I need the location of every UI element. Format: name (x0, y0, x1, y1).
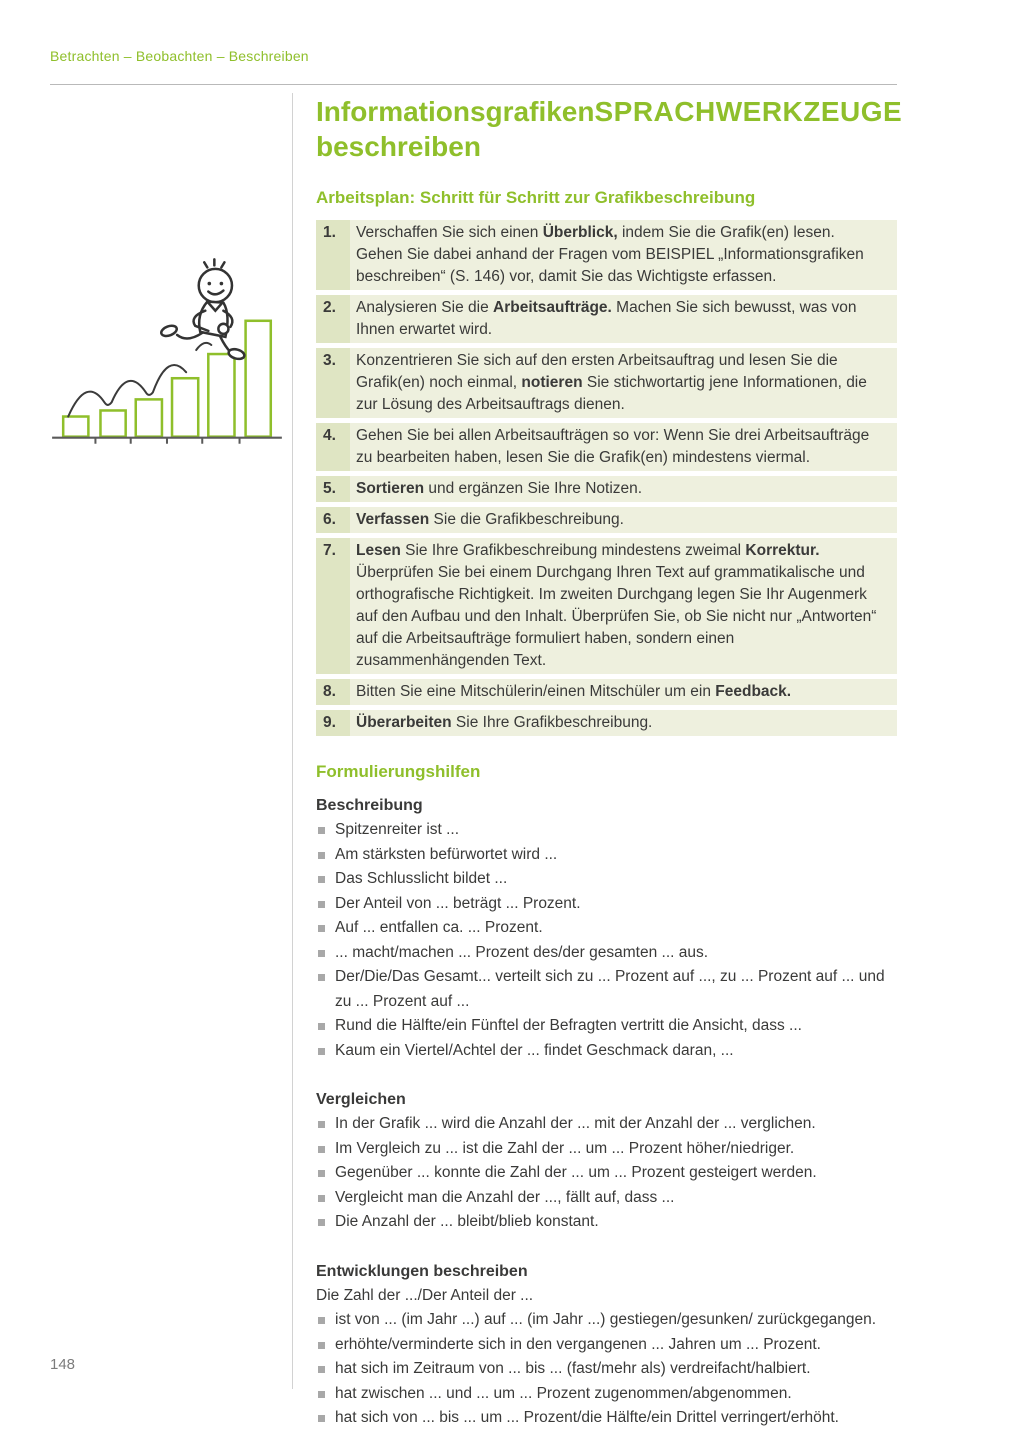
breadcrumb: Betrachten – Beobachten – Beschreiben (50, 48, 309, 64)
bullet-text: Rund die Hälfte/ein Fünftel der Befragten vertritt die Ansicht, dass ... (335, 1017, 802, 1034)
square-bullet-icon (318, 1023, 325, 1030)
workplan-step (316, 710, 897, 736)
bullet-item (316, 843, 897, 868)
formulation-heading: Formulierungshilfen (316, 762, 481, 781)
bar-chart-bars (63, 321, 271, 437)
bullet-item (316, 1333, 897, 1358)
step-text: Gehen Sie bei allen Arbeitsaufträgen so vor: Wenn Sie drei Arbeitsaufträge zu bearbeiten haben, lesen Sie die Grafik(en) mindestens viermal. (350, 423, 897, 471)
square-bullet-icon (318, 950, 325, 957)
bullet-text: Am stärksten befürwortet wird ... (335, 845, 558, 863)
square-bullet-icon (318, 1219, 325, 1226)
workplan-heading: Arbeitsplan: Schritt für Schritt zur Grafikbeschreibung (316, 188, 756, 207)
workplan-step (316, 476, 897, 502)
bullet-text: Kaum ein Viertel/Achtel der ... findet Geschmack daran, ... (335, 1041, 734, 1059)
step-text: Lesen Sie Ihre Grafikbeschreibung mindestens zweimal Korrektur. Überprüfen Sie bei einem Durchgang Ihren Text auf grammatikalische und orthografische Richtigkeit. Im zweiten Durchgang legen Sie Ihr Augenmerk auf den Aufbau und den Inhalt. Überprüfen Sie, ob Sie nicht nur „Antworten“ auf die Arbeitsaufträge formuliert haben, sondern einen zusammenhängenden Text. (350, 538, 897, 674)
bullet-item (316, 818, 897, 843)
bullet-text: hat sich im Zeitraum von ... bis ... (fast/mehr als) verdreifacht/halbiert. (335, 1360, 811, 1377)
section-intro: Die Zahl der .../Der Anteil der ... (316, 1286, 534, 1304)
bullet-text: Im Vergleich zu ... ist die Zahl der ... um ... Prozent höher/niedriger. (335, 1139, 795, 1157)
page-number: 148 (50, 1356, 76, 1373)
step-text: Überarbeiten Sie Ihre Grafikbeschreibung. (350, 710, 897, 736)
bullet-text: Auf ... entfallen ca. ... Prozent. (335, 919, 543, 936)
square-bullet-icon (318, 1121, 325, 1128)
bullet-text: Gegenüber ... konnte die Zahl der ... um ... Prozent gesteigert werden. (335, 1164, 817, 1181)
workplan-step (316, 423, 897, 471)
bullet-item (316, 1406, 897, 1431)
page-title-line1: Informationsgrafiken (316, 96, 595, 127)
bullet-item (316, 1382, 897, 1407)
square-bullet-icon (318, 1415, 325, 1422)
step-number: 7. (316, 538, 350, 674)
page-title-line2: beschreiben (316, 131, 481, 162)
square-bullet-icon (318, 974, 325, 981)
square-bullet-icon (318, 901, 325, 908)
square-bullet-icon (318, 827, 325, 834)
workplan-step (316, 220, 897, 290)
bullet-text: Die Anzahl der ... bleibt/blieb konstant. (335, 1213, 599, 1230)
square-bullet-icon (318, 852, 325, 859)
square-bullet-icon (318, 1170, 325, 1177)
header-divider (50, 84, 897, 85)
step-text: Analysieren Sie die Arbeitsaufträge. Machen Sie sich bewusst, was von Ihnen erwartet wird. (350, 295, 897, 343)
formulation-sections (316, 794, 897, 1431)
step-text: Konzentrieren Sie sich auf den ersten Arbeitsauftrag und lesen Sie die Grafik(en) noch einmal, notieren Sie stichwortartig jene Informationen, die zur Lösung des Arbeitsauftrags dienen. (350, 348, 897, 418)
axis-baseline (52, 438, 282, 444)
bullet-item (316, 1308, 897, 1333)
square-bullet-icon (318, 1366, 325, 1373)
sprachwerkzeuge-badge: SPRACHWERKZEUGE (594, 96, 903, 127)
bullet-item (316, 1137, 897, 1162)
workplan-steps (316, 220, 897, 736)
step-number: 2. (316, 295, 350, 343)
step-text: Sortieren und ergänzen Sie Ihre Notizen. (350, 476, 897, 502)
step-number: 9. (316, 710, 350, 736)
bullet-text: Der Anteil von ... beträgt ... Prozent. (335, 894, 581, 912)
step-number: 8. (316, 679, 350, 705)
bullet-text: Vergleicht man die Anzahl der ..., fällt auf, dass ... (335, 1188, 675, 1206)
bullet-text: hat zwischen ... und ... um ... Prozent zugenommen/abgenommen. (335, 1384, 792, 1402)
square-bullet-icon (318, 876, 325, 883)
bullet-item (316, 867, 897, 892)
page-title (316, 94, 903, 164)
section-title: Beschreibung (316, 797, 423, 814)
bullet-text: hat sich von ... bis ... um ... Prozent/die Hälfte/ein Drittel verringert/erhöht. (335, 1409, 839, 1426)
workplan-step (316, 295, 897, 343)
section-title: Entwicklungen beschreiben (316, 1262, 528, 1280)
runner-climbing-bar-chart-icon (38, 252, 300, 444)
workplan-step (316, 679, 897, 705)
bullet-item (316, 1210, 897, 1235)
bullet-item (316, 1039, 897, 1064)
square-bullet-icon (318, 1317, 325, 1324)
bullet-text: ist von ... (im Jahr ...) auf ... (im Jahr ...) gestiegen/gesunken/ zurückgegangen. (335, 1311, 877, 1328)
step-text: Verfassen Sie die Grafikbeschreibung. (350, 507, 897, 533)
square-bullet-icon (318, 1195, 325, 1202)
square-bullet-icon (318, 1342, 325, 1349)
bullet-item (316, 1014, 897, 1039)
section-title: Vergleichen (316, 1091, 406, 1108)
content-column (316, 94, 903, 1431)
square-bullet-icon (318, 1048, 325, 1055)
bullet-item (316, 916, 897, 941)
step-number: 4. (316, 423, 350, 471)
workplan-step (316, 538, 897, 674)
bullet-item (316, 1357, 897, 1382)
step-number: 5. (316, 476, 350, 502)
square-bullet-icon (318, 1146, 325, 1153)
bullet-item (316, 941, 897, 966)
bullet-item (316, 1112, 897, 1137)
workplan-step (316, 507, 897, 533)
bullet-text: Das Schlusslicht bildet ... (335, 870, 508, 887)
bullet-item (316, 965, 897, 1014)
bullet-text: Der/Die/Das Gesamt... verteilt sich zu ... Prozent auf ..., zu ... Prozent auf ... und zu ... Prozent auf ... (335, 968, 885, 1010)
step-number: 3. (316, 348, 350, 418)
bullet-item (316, 1161, 897, 1186)
bullet-item (316, 1186, 897, 1211)
bullet-item (316, 892, 897, 917)
step-number: 6. (316, 507, 350, 533)
bullet-text: erhöhte/verminderte sich in den vergangenen ... Jahren um ... Prozent. (335, 1335, 821, 1353)
running-figure (160, 259, 246, 360)
workplan-step (316, 348, 897, 418)
bullet-text: In der Grafik ... wird die Anzahl der ... mit der Anzahl der ... verglichen. (335, 1115, 816, 1132)
bullet-text: ... macht/machen ... Prozent des/der gesamten ... aus. (335, 943, 709, 961)
bullet-text: Spitzenreiter ist ... (335, 821, 460, 838)
square-bullet-icon (318, 925, 325, 932)
step-number: 1. (316, 220, 350, 290)
step-text: Verschaffen Sie sich einen Überblick, indem Sie die Grafik(en) lesen. Gehen Sie dabei anhand der Fragen vom BEISPIEL „Informationsgrafiken beschreiben“ (S. 146) vor, damit Sie das Wichtigste erfassen. (350, 220, 897, 290)
step-text: Bitten Sie eine Mitschülerin/einen Mitschüler um ein Feedback. (350, 679, 897, 705)
square-bullet-icon (318, 1391, 325, 1398)
